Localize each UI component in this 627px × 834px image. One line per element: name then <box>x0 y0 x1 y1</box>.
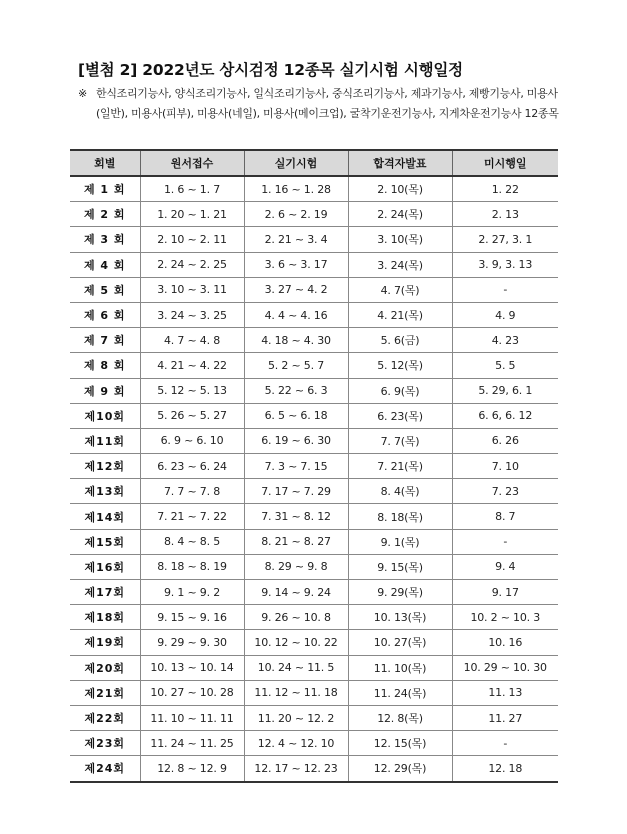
round-cell: 제22회 <box>70 705 140 730</box>
round-cell: 제 7 회 <box>70 328 140 353</box>
exam-period-cell: 6. 19 ~ 6. 30 <box>244 428 348 453</box>
table-row <box>70 731 558 756</box>
exam-period-cell: 7. 31 ~ 8. 12 <box>244 504 348 529</box>
header-practical-exam: 실기시험 <box>244 150 348 176</box>
table-row <box>70 454 558 479</box>
round-cell: 제 2 회 <box>70 202 140 227</box>
result-date-cell: 5. 12(목) <box>348 353 452 378</box>
exam-period-cell: 11. 12 ~ 11. 18 <box>244 680 348 705</box>
no-exam-cell: 7. 23 <box>452 479 558 504</box>
exam-period-cell: 1. 16 ~ 1. 28 <box>244 176 348 202</box>
no-exam-cell: 11. 27 <box>452 705 558 730</box>
subject-list-text: 한식조리기능사, 양식조리기능사, 일식조리기능사, 중식조리기능사, 제과기능사, 제빵기능사, 미용사(일반), 미용사(피부), 미용사(네일), 미용사(메이크업), 굴착기운전기능사, 지게차운전기능사 12종목 <box>96 87 559 120</box>
application-cell: 8. 4 ~ 8. 5 <box>140 529 244 554</box>
table-row <box>70 705 558 730</box>
application-cell: 9. 15 ~ 9. 16 <box>140 605 244 630</box>
reference-mark: ※ <box>78 87 87 100</box>
result-date-cell: 5. 6(금) <box>348 328 452 353</box>
table-row <box>70 202 558 227</box>
round-cell: 제23회 <box>70 731 140 756</box>
round-cell: 제13회 <box>70 479 140 504</box>
result-date-cell: 3. 24(목) <box>348 252 452 277</box>
exam-period-cell: 7. 3 ~ 7. 15 <box>244 454 348 479</box>
round-cell: 제 5 회 <box>70 277 140 302</box>
round-cell: 제16회 <box>70 554 140 579</box>
header-result-announcement: 합격자발표 <box>348 150 452 176</box>
result-date-cell: 7. 7(목) <box>348 428 452 453</box>
round-cell: 제12회 <box>70 454 140 479</box>
no-exam-cell: 8. 7 <box>452 504 558 529</box>
exam-period-cell: 12. 17 ~ 12. 23 <box>244 756 348 782</box>
no-exam-cell: 10. 2 ~ 10. 3 <box>452 605 558 630</box>
table-row <box>70 227 558 252</box>
application-cell: 9. 1 ~ 9. 2 <box>140 580 244 605</box>
no-exam-cell: 4. 23 <box>452 328 558 353</box>
table-row <box>70 655 558 680</box>
application-cell: 6. 23 ~ 6. 24 <box>140 454 244 479</box>
result-date-cell: 12. 8(목) <box>348 705 452 730</box>
application-cell: 6. 9 ~ 6. 10 <box>140 428 244 453</box>
exam-period-cell: 10. 12 ~ 10. 22 <box>244 630 348 655</box>
no-exam-cell: - <box>452 277 558 302</box>
application-cell: 3. 24 ~ 3. 25 <box>140 302 244 327</box>
application-cell: 3. 10 ~ 3. 11 <box>140 277 244 302</box>
exam-period-cell: 12. 4 ~ 12. 10 <box>244 731 348 756</box>
table-row <box>70 353 558 378</box>
round-cell: 제 6 회 <box>70 302 140 327</box>
result-date-cell: 4. 7(목) <box>348 277 452 302</box>
header-application: 원서접수 <box>140 150 244 176</box>
result-date-cell: 8. 4(목) <box>348 479 452 504</box>
exam-period-cell: 4. 18 ~ 4. 30 <box>244 328 348 353</box>
round-cell: 제 4 회 <box>70 252 140 277</box>
application-cell: 11. 24 ~ 11. 25 <box>140 731 244 756</box>
exam-period-cell: 5. 22 ~ 6. 3 <box>244 378 348 403</box>
result-date-cell: 11. 24(목) <box>348 680 452 705</box>
header-no-exam-days: 미시행일 <box>452 150 558 176</box>
no-exam-cell: 11. 13 <box>452 680 558 705</box>
application-cell: 5. 12 ~ 5. 13 <box>140 378 244 403</box>
exam-period-cell: 7. 17 ~ 7. 29 <box>244 479 348 504</box>
exam-period-cell: 8. 21 ~ 8. 27 <box>244 529 348 554</box>
no-exam-cell: 6. 6, 6. 12 <box>452 403 558 428</box>
exam-period-cell: 9. 14 ~ 9. 24 <box>244 580 348 605</box>
table-row <box>70 504 558 529</box>
no-exam-cell: 12. 18 <box>452 756 558 782</box>
table-row <box>70 378 558 403</box>
application-cell: 1. 20 ~ 1. 21 <box>140 202 244 227</box>
exam-period-cell: 6. 5 ~ 6. 18 <box>244 403 348 428</box>
exam-period-cell: 3. 6 ~ 3. 17 <box>244 252 348 277</box>
table-row <box>70 580 558 605</box>
table-row <box>70 529 558 554</box>
table-row <box>70 554 558 579</box>
application-cell: 7. 7 ~ 7. 8 <box>140 479 244 504</box>
result-date-cell: 11. 10(목) <box>348 655 452 680</box>
table-body <box>70 176 558 782</box>
result-date-cell: 9. 15(목) <box>348 554 452 579</box>
application-cell: 10. 13 ~ 10. 14 <box>140 655 244 680</box>
round-cell: 제24회 <box>70 756 140 782</box>
exam-period-cell: 10. 24 ~ 11. 5 <box>244 655 348 680</box>
exam-period-cell: 4. 4 ~ 4. 16 <box>244 302 348 327</box>
result-date-cell: 9. 1(목) <box>348 529 452 554</box>
no-exam-cell: - <box>452 529 558 554</box>
result-date-cell: 10. 27(목) <box>348 630 452 655</box>
exam-period-cell: 2. 6 ~ 2. 19 <box>244 202 348 227</box>
no-exam-cell: 10. 29 ~ 10. 30 <box>452 655 558 680</box>
result-date-cell: 10. 13(목) <box>348 605 452 630</box>
table-row <box>70 756 558 782</box>
round-cell: 제21회 <box>70 680 140 705</box>
application-cell: 8. 18 ~ 8. 19 <box>140 554 244 579</box>
application-cell: 9. 29 ~ 9. 30 <box>140 630 244 655</box>
header-round: 회별 <box>70 150 140 176</box>
result-date-cell: 4. 21(목) <box>348 302 452 327</box>
round-cell: 제 9 회 <box>70 378 140 403</box>
exam-period-cell: 3. 27 ~ 4. 2 <box>244 277 348 302</box>
no-exam-cell: 4. 9 <box>452 302 558 327</box>
application-cell: 2. 10 ~ 2. 11 <box>140 227 244 252</box>
table-row <box>70 176 558 202</box>
round-cell: 제 1 회 <box>70 176 140 202</box>
result-date-cell: 3. 10(목) <box>348 227 452 252</box>
table-row <box>70 403 558 428</box>
result-date-cell: 6. 9(목) <box>348 378 452 403</box>
round-cell: 제18회 <box>70 605 140 630</box>
round-cell: 제 8 회 <box>70 353 140 378</box>
table-row <box>70 252 558 277</box>
exam-schedule-table <box>70 149 558 783</box>
no-exam-cell: 1. 22 <box>452 176 558 202</box>
exam-period-cell: 9. 26 ~ 10. 8 <box>244 605 348 630</box>
result-date-cell: 7. 21(목) <box>348 454 452 479</box>
round-cell: 제10회 <box>70 403 140 428</box>
no-exam-cell: 5. 29, 6. 1 <box>452 378 558 403</box>
result-date-cell: 12. 29(목) <box>348 756 452 782</box>
table-row <box>70 328 558 353</box>
no-exam-cell: - <box>452 731 558 756</box>
table-row <box>70 277 558 302</box>
round-cell: 제14회 <box>70 504 140 529</box>
exam-period-cell: 2. 21 ~ 3. 4 <box>244 227 348 252</box>
result-date-cell: 9. 29(목) <box>348 580 452 605</box>
round-cell: 제15회 <box>70 529 140 554</box>
table-header-row <box>70 150 558 176</box>
table-row <box>70 479 558 504</box>
no-exam-cell: 6. 26 <box>452 428 558 453</box>
no-exam-cell: 9. 17 <box>452 580 558 605</box>
application-cell: 11. 10 ~ 11. 11 <box>140 705 244 730</box>
round-cell: 제11회 <box>70 428 140 453</box>
no-exam-cell: 2. 27, 3. 1 <box>452 227 558 252</box>
exam-period-cell: 8. 29 ~ 9. 8 <box>244 554 348 579</box>
round-cell: 제 3 회 <box>70 227 140 252</box>
page-title: [별첨 2] 2022년도 상시검정 12종목 실기시험 시행일정 <box>78 61 463 79</box>
result-date-cell: 6. 23(목) <box>348 403 452 428</box>
table-row <box>70 680 558 705</box>
table-row <box>70 605 558 630</box>
round-cell: 제20회 <box>70 655 140 680</box>
result-date-cell: 8. 18(목) <box>348 504 452 529</box>
exam-period-cell: 11. 20 ~ 12. 2 <box>244 705 348 730</box>
table-row <box>70 302 558 327</box>
no-exam-cell: 9. 4 <box>452 554 558 579</box>
application-cell: 1. 6 ~ 1. 7 <box>140 176 244 202</box>
subject-note <box>78 84 560 124</box>
result-date-cell: 2. 24(목) <box>348 202 452 227</box>
result-date-cell: 12. 15(목) <box>348 731 452 756</box>
application-cell: 5. 26 ~ 5. 27 <box>140 403 244 428</box>
no-exam-cell: 3. 9, 3. 13 <box>452 252 558 277</box>
no-exam-cell: 7. 10 <box>452 454 558 479</box>
no-exam-cell: 5. 5 <box>452 353 558 378</box>
table-row <box>70 630 558 655</box>
round-cell: 제19회 <box>70 630 140 655</box>
application-cell: 4. 7 ~ 4. 8 <box>140 328 244 353</box>
round-cell: 제17회 <box>70 580 140 605</box>
result-date-cell: 2. 10(목) <box>348 176 452 202</box>
table-row <box>70 428 558 453</box>
no-exam-cell: 10. 16 <box>452 630 558 655</box>
exam-period-cell: 5. 2 ~ 5. 7 <box>244 353 348 378</box>
no-exam-cell: 2. 13 <box>452 202 558 227</box>
application-cell: 2. 24 ~ 2. 25 <box>140 252 244 277</box>
application-cell: 4. 21 ~ 4. 22 <box>140 353 244 378</box>
application-cell: 10. 27 ~ 10. 28 <box>140 680 244 705</box>
application-cell: 7. 21 ~ 7. 22 <box>140 504 244 529</box>
application-cell: 12. 8 ~ 12. 9 <box>140 756 244 782</box>
